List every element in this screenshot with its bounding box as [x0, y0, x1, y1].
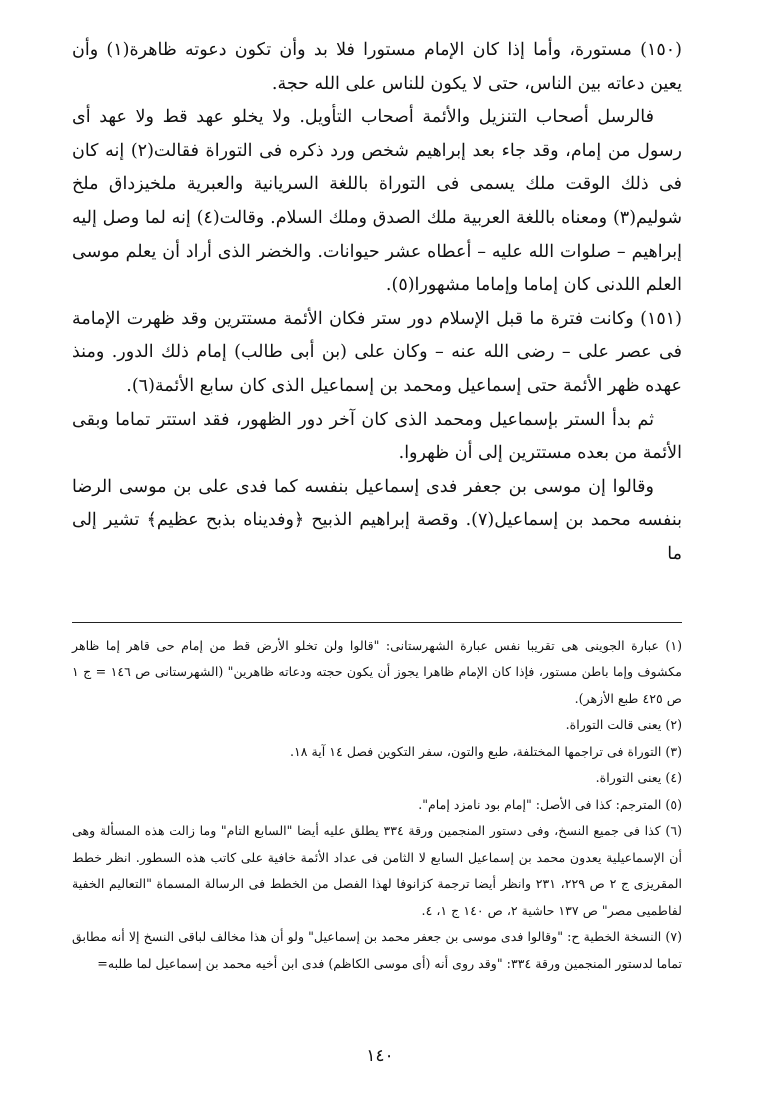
- footnote-text: المترجم: كذا فى الأصل: "إمام بود نامزد إمام".: [418, 796, 662, 812]
- footnote-number: (٥): [665, 796, 682, 812]
- footnote-1: [72, 633, 682, 713]
- footnote-5: [72, 792, 682, 819]
- footnote-7: [72, 924, 682, 977]
- footnote-number: (٧): [665, 929, 682, 944]
- footnote-3: [72, 739, 682, 766]
- footnotes: [72, 633, 682, 978]
- footnote-number: (١): [665, 637, 682, 653]
- footnote-text: التوراة فى تراجمها المختلفة، طبع والتون، سفر التكوين فصل ١٤ آية ١٨.: [289, 743, 662, 759]
- footnote-text: يعنى قالت التوراة.: [565, 717, 662, 732]
- footnote-text: يعنى التوراة.: [595, 770, 662, 785]
- footnote-text: النسخة الخطية ح: "وقالوا فدى موسى بن جعفر محمد بن إسماعيل" ولو أن هذا مخالف لباقى النسخ إلا أنه مطابق تماما لدستور المنجمين ورقة ٣٣٤: "وقد روى أنه (أى موسى الكاظم) فدى ابن أخيه محمد بن إسماعيل لما طلبه=: [72, 929, 682, 971]
- footnote-6: [72, 818, 682, 924]
- footnote-text: كذا فى جميع النسخ، وفى دستور المنجمين ورقة ٣٣٤ يطلق عليه أيضا "السابع التام" وما زالت هذه المسألة وهى أن الإسماعيلية يعدون محمد بن إسماعيل السابع لا الثامن فى عداد الأئمة خافية على كاتب هذه السطور. انظر خطط المقريزى ج ٢ ص ٢٢٩، ٢٣١ وانظر أيضا ترجمة كزانوفا لهذا الفصل من الخطط فى الرسالة المسماة "التعاليم الخفية لفاطميى مصر" ص ١٣٧ حاشية ٢، ص ١٤٠ ج ١، ٤.: [72, 823, 682, 918]
- footnote-number: (٦): [665, 823, 682, 838]
- paragraph-151: (١٥١) وكانت فترة ما قبل الإسلام دور ستر فكان الأئمة مستترين وقد ظهرت الإمامة فى عصر على – رضى الله عنه – وكان على (بن أبى طالب) إمام ذلك الدور. ومنذ عهده ظهر الأئمة حتى إسماعيل ومحمد بن إسماعيل الذى كان سابع الأئمة(٦).: [72, 308, 682, 396]
- main-text: [72, 34, 682, 572]
- paragraph-150: (١٥٠) مستورة، وأما إذا كان الإمام مستورا فلا بد وأن تكون دعوته ظاهرة(١) وأن يعين دعاته بين الناس، حتى لا يكون للناس على الله حجة.: [72, 40, 682, 94]
- paragraph-musa: وقالوا إن موسى بن جعفر فدى إسماعيل بنفسه كما فدى على بن موسى الرضا بنفسه محمد بن إسماعيل(٧). وقصة إبراهيم الذبيح ﴿وفديناه بذبح عظيم﴾ تشير إلى ما: [72, 476, 682, 564]
- footnote-text: عبارة الجوينى هى تقريبا نفس عبارة الشهرستانى: "قالوا ولن تخلو الأرض قط من إمام حى قاهر إما ظاهر مكشوف وإما باطن مستور، فإذا كان الإمام ظاهرا يجوز أن يكون حجته ودعاته ظاهرين" (الشهرستانى ص ١٤٦ = ج ١ ص ٤٢٥ طبع الأزهر).: [72, 637, 682, 706]
- paragraph-prophets: فالرسل أصحاب التنزيل والأئمة أصحاب التأويل. ولا يخلو عهد قط ولا عهد أى رسول من إمام، وقد جاء بعد إبراهيم شخص ورد ذكره فى التوراة فقالت(٢) إنه كان فى ذلك الوقت ملك يسمى فى التوراة باللغة السريانية والعبرية ملخيزداق ملخ شوليم(٣) ومعناه باللغة العربية ملك الصدق وملك السلام. وقالت(٤) إنه لما وصل إليه إبراهيم – صلوات الله عليه – أعطاه عشر حيوانات. والخضر الذى أراد أن يعلم موسى العلم اللدنى كان إماما وإماما مشهورا(٥).: [72, 107, 682, 296]
- footnote-4: [72, 765, 682, 792]
- footnote-divider: [72, 622, 682, 623]
- footnote-number: (٣): [665, 743, 682, 759]
- footnote-2: [72, 712, 682, 739]
- footnote-number: (٢): [665, 717, 682, 732]
- footnote-number: (٤): [665, 770, 682, 785]
- page-number: ١٤٠: [366, 1046, 394, 1066]
- paragraph-satr: ثم بدأ الستر بإسماعيل ومحمد الذى كان آخر دور الظهور، فقد استتر تماما وبقى الأئمة من بعده مستترين إلى أن ظهروا.: [72, 409, 682, 464]
